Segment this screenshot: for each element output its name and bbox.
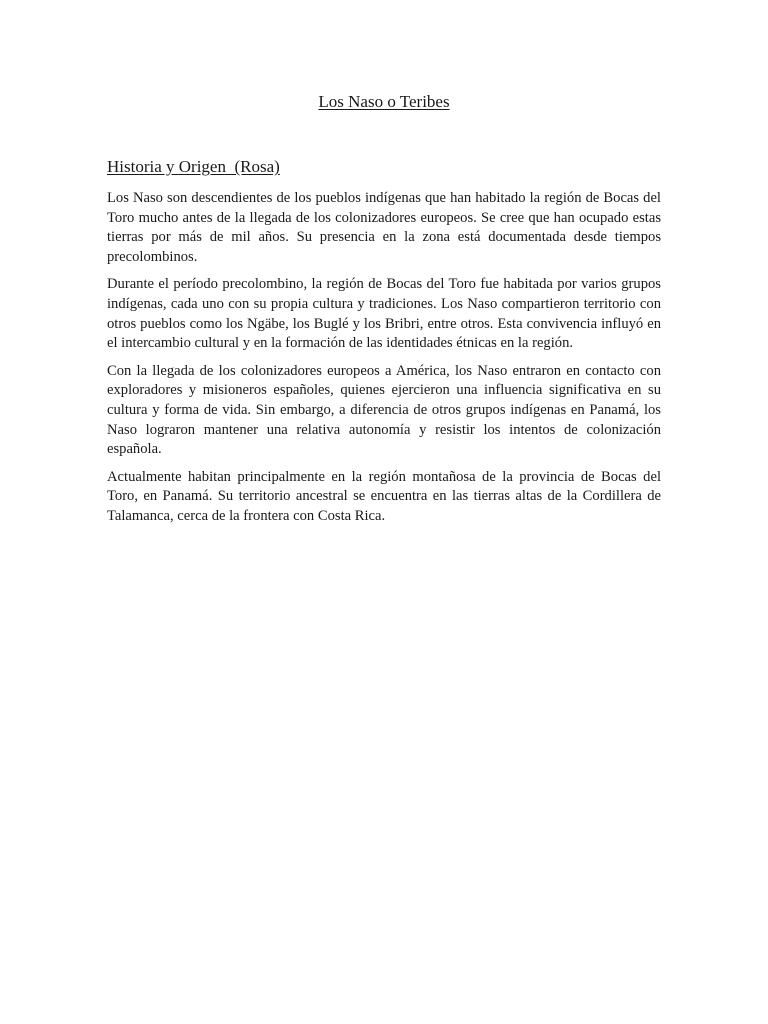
document-title-text: Los Naso o Teribes xyxy=(318,92,450,111)
paragraph-1: Los Naso son descendientes de los pueblos indígenas que han habitado la región de Bocas del Toro mucho antes de la llegada de los colonizadores europeos. Se cree que han ocupado estas tierras por más de mil años. Su presencia en la zona está documentada desde tiempos precolombinos. xyxy=(107,190,661,265)
paragraph-4: Actualmente habitan principalmente en la región montañosa de la provincia de Bocas del Toro, en Panamá. Su territorio ancestral se encuentra en las tierras altas de la Cordillera de Talamanca, cerca de la frontera con Costa Rica. xyxy=(107,468,661,524)
body-text xyxy=(107,189,661,535)
paragraph-2: Durante el período precolombino, la región de Bocas del Toro fue habitada por varios grupos indígenas, cada uno con su propia cultura y tradiciones. Los Naso compartieron territorio con otros pueblos como los Ngäbe, los Buglé y los Bribri, entre otros. Esta convivencia influyó en el intercambio cultural y en la formación de las identidades étnicas en la región. xyxy=(107,276,661,352)
document-title xyxy=(0,91,768,113)
paragraph-3: Con la llegada de los colonizadores europeos a América, los Naso entraron en contacto con exploradores y misioneros españoles, quienes ejercieron una influencia significativa en su cultura y forma de vida. Sin embargo, a diferencia de otros grupos indígenas en Panamá, los Naso lograron mantener una relativa autonomía y resistir los intentos de colonización española. xyxy=(107,362,661,458)
section-heading: Historia y Origen (Rosa) xyxy=(107,157,280,176)
